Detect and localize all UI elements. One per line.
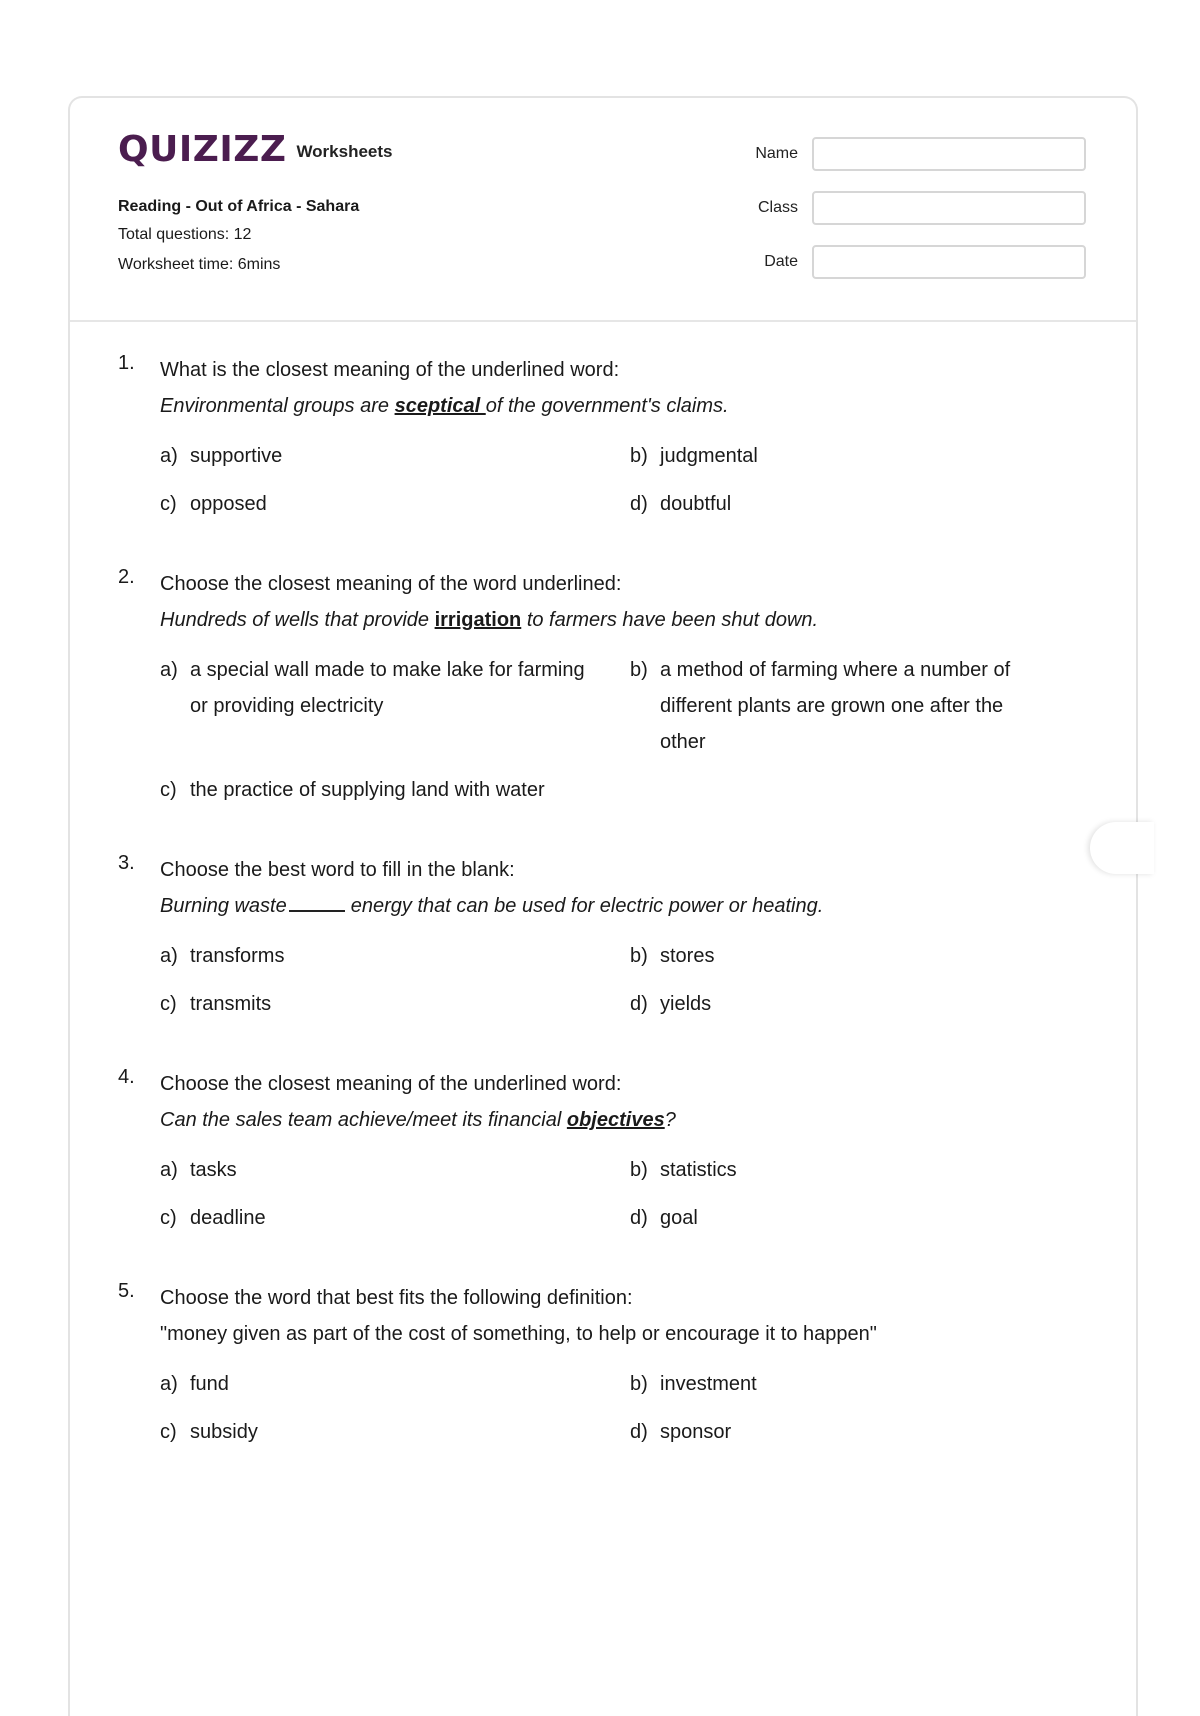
class-field[interactable] xyxy=(812,191,1086,225)
name-label: Name xyxy=(755,145,798,162)
fill-blank xyxy=(289,910,345,912)
quizizz-logo: QUIZIZZ xyxy=(118,129,287,170)
option-d[interactable]: d) doubtful xyxy=(630,493,732,515)
option-c[interactable]: c) subsidy xyxy=(160,1421,258,1443)
answer-options xyxy=(160,1152,1068,1236)
underlined-word: objectives xyxy=(566,1109,665,1131)
option-a[interactable]: a) fund xyxy=(160,1373,229,1395)
question-list xyxy=(118,352,1068,1494)
question-prompt: Choose the best word to fill in the blank: xyxy=(160,859,515,881)
question-sentence: Burning waste energy that can be used for electric power or heating. xyxy=(160,895,824,917)
name-field[interactable] xyxy=(812,137,1086,171)
option-b[interactable]: b) judgmental xyxy=(630,445,758,467)
question-number: 5. xyxy=(118,1280,135,1302)
class-row xyxy=(755,190,1086,226)
option-c[interactable]: c) opposed xyxy=(160,493,267,515)
option-c[interactable]: c) the practice of supplying land with water xyxy=(160,779,545,801)
option-d[interactable]: d) sponsor xyxy=(630,1421,732,1443)
class-label: Class xyxy=(757,199,798,216)
option-b[interactable]: b) a method of farming where a number of different plants are grown one after the other xyxy=(630,659,1011,753)
worksheet-title: Reading - Out of Africa - Sahara xyxy=(118,198,360,215)
brand-subtitle: Worksheets xyxy=(296,142,393,161)
option-a[interactable]: a) transforms xyxy=(160,945,285,967)
question-number: 3. xyxy=(118,852,135,874)
option-a[interactable]: a) a special wall made to make lake for farming or providing electricity xyxy=(160,659,585,717)
question-3 xyxy=(118,852,1068,1022)
question-number: 1. xyxy=(118,352,135,374)
option-c[interactable]: c) deadline xyxy=(160,1207,266,1229)
question-2 xyxy=(118,566,1068,808)
option-b[interactable]: b) investment xyxy=(630,1373,757,1395)
question-definition: "money given as part of the cost of something, to help or encourage it to happen" xyxy=(160,1323,877,1345)
underlined-word: sceptical xyxy=(394,395,486,417)
question-number: 2. xyxy=(118,566,135,588)
option-a[interactable]: a) tasks xyxy=(160,1159,237,1181)
answer-options xyxy=(160,938,1068,1022)
option-c[interactable]: c) transmits xyxy=(160,993,272,1015)
date-row xyxy=(755,244,1086,280)
question-4 xyxy=(118,1066,1068,1236)
answer-options xyxy=(160,438,1068,522)
date-label: Date xyxy=(764,253,798,270)
question-number: 4. xyxy=(118,1066,135,1088)
name-row xyxy=(755,136,1086,172)
total-questions: Total questions: 12 xyxy=(118,226,252,243)
date-field[interactable] xyxy=(812,245,1086,279)
option-d[interactable]: d) yields xyxy=(630,993,712,1015)
answer-options xyxy=(160,1366,1068,1450)
question-5 xyxy=(118,1280,1068,1450)
worksheet-header xyxy=(70,98,1136,322)
question-prompt: Choose the closest meaning of the underlined word: xyxy=(160,1073,622,1095)
worksheet-time: Worksheet time: 6mins xyxy=(118,256,281,273)
question-prompt: What is the closest meaning of the underlined word: xyxy=(160,359,620,381)
question-sentence: Environmental groups are sceptical of the government's claims. xyxy=(160,395,729,417)
question-sentence: Can the sales team achieve/meet its financial objectives? xyxy=(160,1109,676,1131)
option-a[interactable]: a) supportive xyxy=(160,445,283,467)
side-tab-handle[interactable] xyxy=(1090,822,1154,874)
student-fields xyxy=(755,136,1086,298)
question-1 xyxy=(118,352,1068,522)
question-prompt: Choose the closest meaning of the word underlined: xyxy=(160,573,622,595)
option-b[interactable]: b) statistics xyxy=(630,1159,737,1181)
question-prompt: Choose the word that best fits the following definition: xyxy=(160,1287,633,1309)
option-b[interactable]: b) stores xyxy=(630,945,715,967)
option-d[interactable]: d) goal xyxy=(630,1207,698,1229)
underlined-word: irrigation xyxy=(434,609,522,631)
answer-options xyxy=(160,652,1068,808)
brand xyxy=(118,129,393,170)
question-sentence: Hundreds of wells that provide irrigation to farmers have been shut down. xyxy=(160,609,819,631)
